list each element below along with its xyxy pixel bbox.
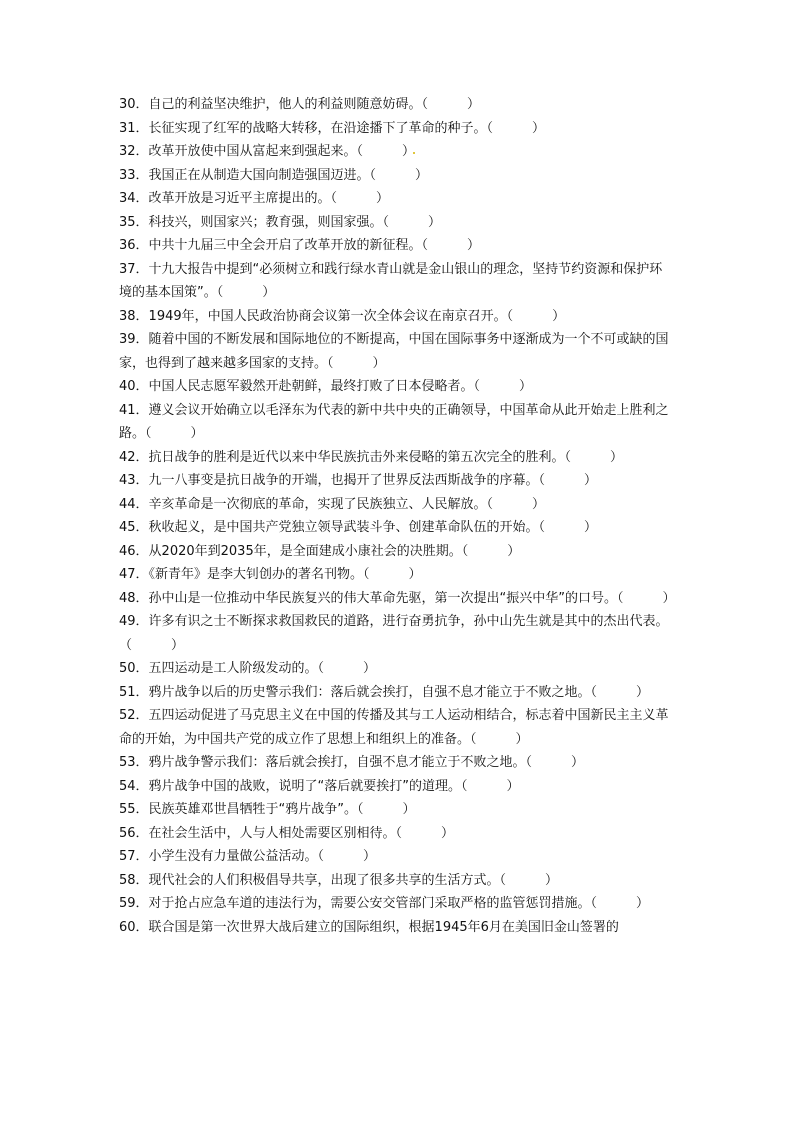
question-49: 49．许多有识之士不断探求救国救民的道路，进行奋勇抗争，孙中山先生就是其中的杰出代表。（ ） bbox=[119, 614, 669, 653]
question-32: 32．改革开放使中国从富起来到强起来。（ ） bbox=[119, 144, 416, 159]
question-35: 35．科技兴，则国家兴；教育强，则国家强。（ ） bbox=[119, 214, 442, 230]
question-33: 33．我国正在从制造大国向制造强国迈进。（ ） bbox=[119, 167, 429, 183]
question-51: 51．鸦片战争以后的历史警示我们：落后就会挨打，自强不息才能立于不败之地。（ ） bbox=[119, 684, 650, 700]
question-36: 36．中共十九届三中全会开启了改革开放的新征程。（ ） bbox=[119, 238, 481, 253]
question-34: 34．改革开放是习近平主席提出的。（ ） bbox=[119, 191, 390, 206]
question-57: 57．小学生没有力量做公益活动。（ ） bbox=[119, 849, 377, 864]
question-45: 45．秋收起义，是中国共产党独立领导武装斗争、创建革命队伍的开始。（ ） bbox=[119, 520, 598, 535]
question-55: 55．民族英雄邓世昌牺牲于“鸦片战争”。（ ） bbox=[119, 802, 416, 817]
question-38: 38．1949年，中国人民政治协商会议第一次全体会议在南京召开。（ ） bbox=[119, 308, 566, 324]
question-list bbox=[119, 93, 675, 939]
question-44: 44．辛亥革命是一次彻底的革命，实现了民族独立、人民解放。（ ） bbox=[119, 496, 546, 512]
question-60: 60．联合国是第一次世界大战后建立的国际组织，根据1945年6月在美国旧金山签署的 bbox=[119, 919, 619, 935]
question-47: 47．《新青年》是李大钊创办的著名刊物。（ ） bbox=[119, 567, 422, 582]
question-48: 48．孙中山是一位推动中华民族复兴的伟大革命先驱，第一次提出“振兴中华”的口号。（ ） bbox=[119, 590, 676, 606]
question-52: 52．五四运动促进了马克思主义在中国的传播及其与工人运动相结合，标志着中国新民主主义革命的开始，为中国共产党的成立作了思想上和组织上的准备。（ ） bbox=[119, 708, 669, 747]
question-53: 53．鸦片战争警示我们：落后就会挨打，自强不息才能立于不败之地。（ ） bbox=[119, 755, 585, 770]
question-46: 46．从2020年到2035年，是全面建成小康社会的决胜期。（ ） bbox=[119, 543, 521, 559]
question-42: 42．抗日战争的胜利是近代以来中华民族抗击外来侵略的第五次完全的胜利。（ ） bbox=[119, 449, 624, 465]
question-50: 50．五四运动是工人阶级发动的。（ ） bbox=[119, 661, 377, 676]
question-59: 59．对于抢占应急车道的违法行为，需要公安交管部门采取严格的监管惩罚措施。（ ） bbox=[119, 896, 650, 911]
question-43: 43．九一八事变是抗日战争的开端，也揭开了世界反法西斯战争的序幕。（ ） bbox=[119, 473, 598, 488]
question-56: 56．在社会生活中，人与人相处需要区别相待。（ ） bbox=[119, 825, 455, 841]
question-41: 41．遵义会议开始确立以毛泽东为代表的新中共中央的正确领导，中国革命从此开始走上胜利之路。（ ） bbox=[119, 402, 669, 441]
question-37: 37．十九大报告中提到“必须树立和践行绿水青山就是金山银山的理念，坚持节约资源和保护环境的基本国策”。（ ） bbox=[119, 261, 663, 300]
question-30: 30．自己的利益坚决维护，他人的利益则随意妨碍。（ ） bbox=[119, 97, 481, 112]
question-54: 54．鸦片战争中国的战败，说明了“落后就要挨打”的道理。（ ） bbox=[119, 778, 520, 794]
question-40: 40．中国人民志愿军毅然开赴朝鲜，最终打败了日本侵略者。（ ） bbox=[119, 379, 533, 394]
question-58: 58．现代社会的人们积极倡导共享，出现了很多共享的生活方式。（ ） bbox=[119, 872, 559, 888]
question-31: 31．长征实现了红军的战略大转移，在沿途播下了革命的种子。（ ） bbox=[119, 120, 546, 136]
question-39: 39．随着中国的不断发展和国际地位的不断提高，中国在国际事务中逐渐成为一个不可或缺的国家，也得到了越来越多国家的支持。（ ） bbox=[119, 332, 669, 371]
